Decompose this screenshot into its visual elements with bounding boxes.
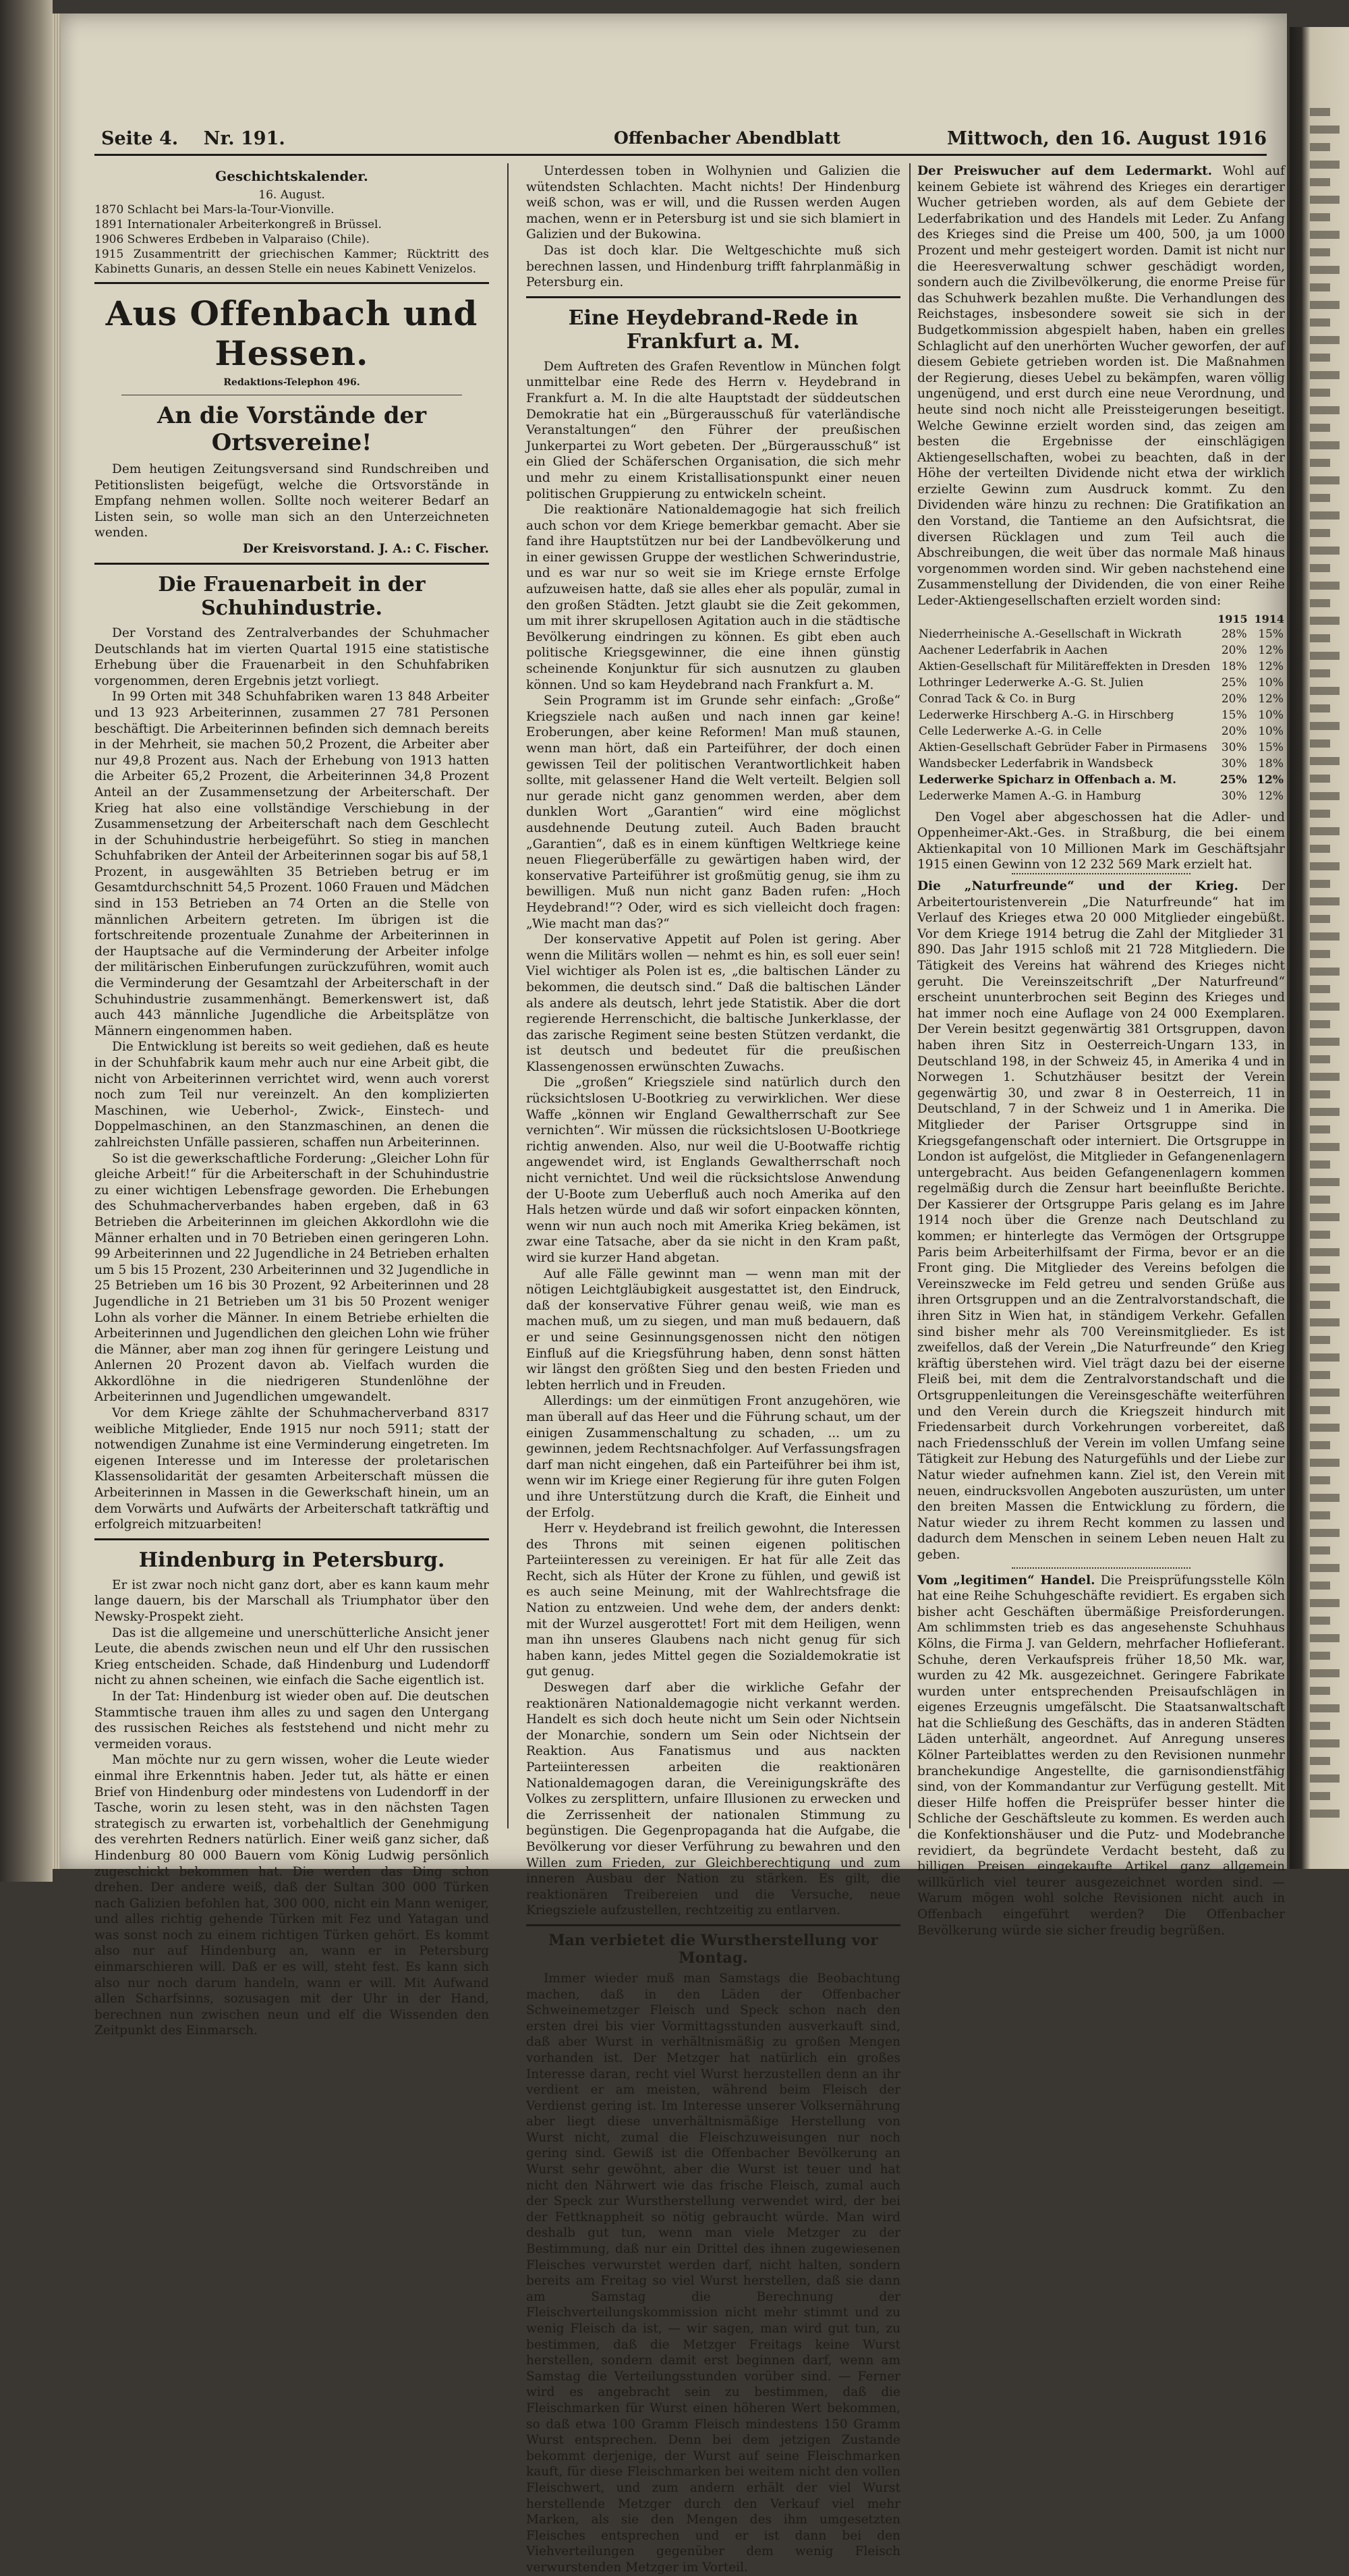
section-title: Aus Offenbach und Hessen. xyxy=(105,293,478,373)
column-3 xyxy=(917,163,1285,1938)
adjacent-page-text-line xyxy=(1310,722,1340,730)
adjacent-page-text-line xyxy=(1310,669,1330,677)
dividend-1915: 25% xyxy=(1219,773,1247,787)
hindenburg-paragraph: Er ist zwar noch nicht ganz dort, aber es kann kaum mehr lange dauern, bis der Marschall als Triumphator über den Newsky-Prospekt zieht. xyxy=(94,1577,489,1624)
adjacent-page-text-line xyxy=(1310,476,1340,484)
frauen-paragraph: In 99 Orten mit 348 Schuhfabriken waren 13 848 Arbeiter und 13 923 Arbeiterinnen, zusammen 27 781 Personen beschäftigt. Die Arbeiterinnen befinden sich demnach bereits in der Mehrheit, sie machen 50,2 Prozent, die Arbeiter aber nur 49,8 Prozent aus. Nach der Erhebung von 1913 hatten die Arbeiter 65,2 Prozent, die Arbeiterinnen 34,8 Prozent Anteil an der Zusammensetzung der Arbeiterschaft. Der Krieg hat also eine vollständige Verschiebung in der Zusammensetzung der Arbeiterschaft nach dem Geschlecht in der Schuhindustrie herbeigeführt. So stieg in manchen Schuhfabriken der Anteil der Arbeiterinnen sogar bis auf 58,1 Prozent, in ausgewählten 35 Betrieben betrug er im Gesamtdurchschnitt 54,5 Prozent. 1060 Frauen und Mädchen sind in 153 Betrieben an 74 Orten an die Stelle von männlichen Arbeitern getreten. Im übrigen ist die fortschreitende prozentuale Zunahme der Arbeiterinnen in der Hauptsache auf die Verminderung der Arbeiter infolge der militärischen Einberufungen zurückzuführen, womit auch die Verminderung der Gesamtzahl der Arbeiterschaft in der Schuhindustrie zusammenhängt. Bemerkenswert ist, daß auch 443 männliche Jugendliche die Arbeitsplätze von Männern eingenommen haben. xyxy=(94,690,489,1038)
table-row xyxy=(917,788,1285,804)
adjacent-page-text-line xyxy=(1310,1389,1340,1397)
adjacent-page-text-line xyxy=(1310,862,1340,870)
divider xyxy=(1012,873,1190,874)
adjacent-page-text-line xyxy=(1310,1231,1330,1239)
adjacent-page-text-line xyxy=(1310,248,1330,256)
adjacent-page-text-line xyxy=(1310,424,1330,432)
adjacent-page-text-line xyxy=(1310,1038,1340,1046)
adjacent-page-text-line xyxy=(1310,1090,1330,1098)
adjacent-page-text-line xyxy=(1310,1669,1340,1677)
adjacent-page-text-line xyxy=(1310,1003,1340,1011)
adjacent-page-text-line xyxy=(1310,1301,1330,1309)
company-name: Niederrheinische A.-Gesellschaft in Wickrath xyxy=(919,627,1182,641)
dividend-1914: 15% xyxy=(1258,627,1284,641)
adjacent-page-text-line xyxy=(1310,371,1340,379)
dividend-1915: 15% xyxy=(1221,708,1247,722)
header-rule xyxy=(94,154,1267,156)
adjacent-page-text-line xyxy=(1310,582,1340,590)
divider xyxy=(94,1538,489,1540)
intro-paragraph: Das ist doch klar. Die Weltgeschichte muß sich berechnen lassen, und Hindenburg trifft fahrplanmäßig in Petersburg ein. xyxy=(526,243,900,290)
adjacent-page-text-line xyxy=(1310,1441,1330,1449)
adjacent-page-text-line xyxy=(1310,1722,1330,1730)
adjacent-page-text-line xyxy=(1310,1055,1330,1063)
adjacent-page-text-line xyxy=(1310,1283,1340,1291)
dividend-1914: 12% xyxy=(1258,789,1284,803)
dividend-1914: 12% xyxy=(1258,643,1284,657)
hindenburg-title: Hindenburg in Petersburg. xyxy=(138,1548,445,1572)
adjacent-page-text-line xyxy=(1310,178,1330,186)
leder-paragraph: Wohl auf keinem Gebiete ist während des Krieges ein derartiger Wucher getrieben worden, als auf dem Gebiete der Lederfabrikation und des Handels mit Leder. Zu Anfang des Krieges sind die Preise um 400, 500, ja um 1000 Prozent und mehr gesteigert worden. Damit ist nicht nur die Heeresverwaltung schwer geschädigt worden, sondern auch die Zivilbevölkerung, die enorme Preise für das Schuhwerk bezahlen mußte. Die Verhandlungen des Reichstages, insbesondere soweit sie sich in der Budgetkommission abgespielt haben, haben ein grelles Schlaglicht auf den unerhörten Wucher geworfen, der auf diesem Gebiete getrieben worden ist. Die Maßnahmen der Regierung, dieses Uebel zu bekämpfen, waren völlig ungenügend, und erst durch eine neue Verordnung, und heute sind noch nicht alle Preissteigerungen beseitigt. Welche Gewinne erzielt worden sind, das zeigen am besten die Ergebnisse der einschlägigen Aktiengesellschaften, wobei zu beachten, daß in der Höhe der verteilten Dividende nicht etwa der wirklich erzielte Gewinn zum Ausdruck kommt. Zu den Dividenden wäre hinzu zu rechnen: Die Gratifikation an den Vorstand, die Tantieme an den Aufsichtsrat, die diversen Rücklagen und zum Teil auch die Abschreibungen, die weit über das normale Maß hinaus vorgenommen worden sind. Wir geben nachstehend eine Zusammenstellung der Dividenden, die von einer Reihe Leder-Aktiengesellschaften erzielt worden sind: xyxy=(917,164,1285,609)
frauen-paragraph: Vor dem Kriege zählte der Schuhmacherverband 8317 weibliche Mitglieder, Ende 1915 nur noch 5911; statt der notwendigen Zunahme ist eine Verminderung eingetreten. Im eigenen Interesse und im Interesse der proletarischen Klassensolidarität der gesamten Arbeiterschaft müssen die Arbeiterinnen in Massen in die Gewerkschaft hinein, um an dem Vorwärts und Aufwärts der Arbeiterschaft tatkräftig und erfolgreich mitzuarbeiten! xyxy=(94,1406,489,1532)
divider xyxy=(526,1924,900,1926)
adjacent-page-text-line xyxy=(1310,617,1340,625)
adjacent-page-text-line xyxy=(1310,1143,1340,1151)
adjacent-page-text-line xyxy=(1310,1792,1330,1800)
table-row xyxy=(917,626,1285,642)
frauen-title: Die Frauenarbeit in der Schuhindustrie. xyxy=(158,572,426,620)
naturfreunde-article xyxy=(917,878,1285,1563)
company-name: Lothringer Lederwerke A.-G. St. Julien xyxy=(919,675,1144,690)
adjacent-page-text-line xyxy=(1310,231,1340,239)
hindenburg-paragraph: Man möchte nur zu gern wissen, woher die Leute wieder einmal ihre Erkenntnis haben. Jeder tut, als hätte er einen Brief von Hindenburg oder mindestens von Ludendorff in der Tasche, worin zu lesen steht, was in den nächsten Tagen strategisch zu erwarten ist, vorbehaltlich der Genehmigung des verehrten Redners natürlich. Einer weiß ganz sicher, daß Hindenburg 80 000 Bauern vom König Ludwig persönlich zugeschickt bekommen hat. Die werden das Ding schon drehen. Der andere weiß, daß der Sultan 300 000 Türken nach Galizien befohlen hat, 300 000, nicht ein Mann weniger, und alles richtig gehende Türken mit Fez und Yatagan und was sonst noch zu einem richtigen Türken gehört. Es kommt also nur auf Hindenburg an, wann er in Petersburg einmarschieren will. Daß er es will, steht fest. Es kann sich also nur noch darum handeln, wann er will. Mit Aufwand allen Scharfsinns, sozusagen mit der Uhr in der Hand, berechnen nun zwischen neun und elf die Wissenden den Zeitpunkt des Einmarsch. xyxy=(94,1753,489,2038)
adjacent-page-text-line xyxy=(1310,687,1340,695)
dividend-1914: 12% xyxy=(1258,692,1284,706)
heydebrand-paragraph: Auf alle Fälle gewinnt man — wenn man mit der nötigen Leichtgläubigkeit ausgestattet ist, den Eindruck, daß der konservative Führer genau weiß, wie man es machen muß, um zu siegen, und man muß bedauern, daß er und seine Gesinnungsgenossen nicht den nötigen Einfluß auf die Kriegsführung haben, denn sonst hätten wir längst den größten Sieg und den besten Frieden und lebten herrlich und in Freuden. xyxy=(526,1266,900,1393)
company-name: Lederwerke Mamen A.-G. in Hamburg xyxy=(919,789,1141,803)
adjacent-page-text-line xyxy=(1310,1371,1330,1379)
intro-paragraph: Unterdessen toben in Wolhynien und Galizien die wütendsten Schlachten. Macht nichts! Der Hindenburg weiß schon, was er will, und die Russen werden Augen machen, wenn er in Petersburg ist und sie sich blamiert in Galizien und der Bukowina. xyxy=(526,164,900,242)
adjacent-page-text-line xyxy=(1310,1020,1330,1028)
column-1 xyxy=(94,163,489,2038)
hindenburg-paragraph: Das ist die allgemeine und unerschütterliche Ansicht jener Leute, die abends zwischen neun und elf Uhr den russischen Krieg entscheiden. Schade, daß Hindenburg und Ludendorff nicht zu ahnen scheinen, wie einfach die Sache eigentlich ist. xyxy=(94,1625,489,1688)
dividend-1914: 10% xyxy=(1258,675,1284,690)
dividend-1915: 28% xyxy=(1221,627,1247,641)
company-name: Lederwerke Hirschberg A.-G. in Hirschberg xyxy=(919,708,1174,722)
section-phone: Redaktions-Telephon 496. xyxy=(223,377,360,388)
history-title: Geschichtskalender. xyxy=(215,168,368,184)
company-name: Aktien-Gesellschaft Gebrüder Faber in Pirmasens xyxy=(919,740,1207,754)
divider xyxy=(94,282,489,284)
company-name: Aktien-Gesellschaft für Militäreffekten in Dresden xyxy=(919,659,1211,673)
adjacent-page-text-line xyxy=(1310,739,1330,748)
table-row xyxy=(917,659,1285,675)
hindenburg-paragraph: In der Tat: Hindenburg ist wieder oben auf. Die deutschen Stammtische trauen ihm alles zu und sagen den Untergang des russischen Reiches als feststehend und nicht mehr zu vermeiden voraus. xyxy=(94,1689,489,1752)
divider xyxy=(1012,1567,1190,1569)
adjacent-page-text-line xyxy=(1310,1581,1330,1590)
adjacent-page-text-line xyxy=(1310,1336,1330,1344)
book-binding xyxy=(0,0,53,1882)
adjacent-page-text-line xyxy=(1310,1511,1330,1519)
adjacent-page-text-line xyxy=(1310,950,1330,958)
adjacent-page-text-line xyxy=(1310,1266,1330,1274)
adjacent-page-text-line xyxy=(1310,1073,1340,1081)
vorstaende-text: Dem heutigen Zeitungsversand sind Rundschreiben und Petitionslisten beigefügt, welche die Ortsvorstände in Empfang nehmen wollen. Sollte noch weiterer Bedarf an Listen sein, so wolle man sich an den Unterzeichneten wenden. xyxy=(94,462,489,540)
adjacent-page-text-line xyxy=(1310,283,1330,291)
adjacent-page-text-line xyxy=(1310,1617,1330,1625)
table-row xyxy=(917,756,1285,772)
adjacent-page-text-line xyxy=(1310,1494,1340,1502)
adjacent-page-text-line xyxy=(1310,1160,1330,1169)
table-row xyxy=(917,723,1285,739)
adjacent-page-text-line xyxy=(1310,1599,1340,1607)
heydebrand-paragraph: Der konservative Appetit auf Polen ist gering. Aber wenn die Militärs wollen — nehmt es hin, es soll euer sein! Viel wichtiger als Polen ist es, „die baltischen Länder zu bekommen, die deutsch sind.“ Daß die baltischen Länder als andere als deutsch, lehrt jede Statistik. Aber die dort regierende Herrenschicht, die baltische Junkerklasse, der das zarische Regiment seine besten Stützen verdankt, die ist deutsch und bedeutet für die preußischen Klassengenossen erwünschten Zuwachs. xyxy=(526,932,900,1074)
heydebrand-paragraph: Die reaktionäre Nationaldemagogie hat sich freilich auch schon vor dem Kriege bemerkbar gemacht. Aber sie fand ihre Hauptstützen nur bei der Landbevölkerung und in einer gewissen Gruppe der westlichen Schwerindustrie, und es war nur so weit sie im Kriege ernste Erfolge aufzuweisen hatte, daß sie alles eher als populär, zumal in den großen Städten. Jetzt glaubt sie die Zeit gekommen, um mit ihrer skrupellosen Agitation auch in die städtische Bevölkerung eindringen zu können. Es gibt eben auch politische Kriegsgewinner, die eine ihnen günstig scheinende Konjunktur für sich ausnutzen zu glauben können. Und so kam Heydebrand nach Frankfurt a. M. xyxy=(526,503,900,692)
adjacent-page-text-line xyxy=(1310,932,1340,941)
dividend-1915: 25% xyxy=(1221,675,1247,690)
page-number-label xyxy=(101,128,285,149)
leder-heading: Der Preiswucher auf dem Ledermarkt. xyxy=(917,164,1213,178)
adjacent-page-edge xyxy=(1290,27,1349,1869)
dividend-table xyxy=(917,612,1285,804)
heydebrand-paragraph: Allerdings: um der einmütigen Front anzugehören, wie man überall auf das Heer und die Führung schaut, um der einigen Zusammenschaltung zu schaden, ... um zu gewinnen, jedem Rechtsnachfolger. Auf Verfassungsfragen darf man nicht eingehen, daß ein Parteiführer bei ihm ist, wenn wir im Kriege einer Regierung für ihre guten Folgen und ihre Unterstützung durch die Kraft, die Einheit und der Erfolg. xyxy=(526,1394,900,1520)
company-name: Celle Lederwerke A.-G. in Celle xyxy=(919,724,1102,738)
adjacent-page-text-line xyxy=(1310,301,1340,309)
table-header-row xyxy=(917,612,1285,626)
adjacent-page-text-line xyxy=(1310,547,1340,555)
naturfreunde-paragraph: Der Arbeitertouristenverein „Die Naturfreunde“ hat im Verlauf des Krieges etwa 20 000 Mitglieder eingebüßt. Vor dem Kriege 1914 betrug die Zahl der Mitglieder 31 890. Das Jahr 1915 schloß mit 21 728 Mitgliedern. Die Tätigkeit des Vereins hat während des Krieges nicht geruht. Die Vereinszeitschrift „Der Naturfreund“ erscheint ununterbrochen seit Beginn des Krieges und hat immer noch eine Auflage von 24 000 Exemplaren. Der Verein besitzt gegenwärtig 381 Ortsgruppen, davon haben ihren Sitz in Oesterreich-Ungarn 133, in Deutschland 198, in der Schweiz 45, in Amerika 4 und in Norwegen 1. Schutzhäuser besitzt der Verein gegenwärtig 30, und zwar 8 in Oesterreich, 11 in Deutschland, 7 in der Schweiz und 1 in Amerika. Die Mitglieder der Pariser Ortsgruppe sind in Kriegsgefangenschaft oder interniert. Die Ortsgruppe in London ist aufgelöst, die Mitglieder in Gefangenenlagern untergebracht. Aus beiden Gefangenenlagern kommen regelmäßig durch die Zensur hart beeinflußte Berichte. Der Kassierer der Ortsgruppe Paris gelang es im Jahre 1914 noch über die Grenze nach Deutschland zu kommen; er hinterlegte das Vermögen der Ortsgruppe Paris beim Arbeiterhilfsamt der Firma, bevor er an die Front ging. Die Mitglieder des Vereins befolgen die Vereinszwecke im Feld getreu und senden Grüße aus ihren Ortsgruppen und an die Zentralvorstandschaft, die ihren Sitz in Wien hat, in ständigem Verkehr. Gefallen sind bisher mehr als 700 Vereinsmitglieder. Es ist zweifellos, daß der Verein „Die Naturfreunde“ den Krieg kräftig überstehen wird. Viel trägt dazu bei der eiserne Fleiß bei, mit dem die Zentralvorstandschaft und die Ortsgruppenleitungen die Vereinsgeschäfte weiterführen und den Verein durch die Kriegszeit hindurch mit Friedensarbeit durch Vorkehrungen vorbereitet, daß nach Friedensschluß der Verein im vollen Umfang seine Tätigkeit zur Hebung des Naturgefühls und der Liebe zur Natur wieder aufnehmen kann. Ziel ist, den Verein mit neuen, eindrucksvollen Angeboten auszurüsten, um unter den breiten Massen die Entwicklung zu fördern, die Natur wieder zu ihrem Recht kommen zu lassen und dadurch dem Menschen in seinem Leben neuen Halt zu geben. xyxy=(917,879,1285,1562)
divider xyxy=(526,296,900,298)
dividend-1915: 18% xyxy=(1221,659,1247,673)
company-name: Wandsbecker Lederfabrik in Wandsbeck xyxy=(919,756,1153,771)
adjacent-page-text-line xyxy=(1310,599,1330,607)
adjacent-page-text-line xyxy=(1310,161,1340,169)
vorstaende-signature: Der Kreisvorstand. J. A.: C. Fischer. xyxy=(242,541,489,556)
page-label: Seite 4. xyxy=(101,128,179,149)
divider xyxy=(94,563,489,565)
dividend-1915: 30% xyxy=(1221,756,1247,771)
adjacent-page-text-line xyxy=(1310,1476,1330,1484)
dividend-1914: 12% xyxy=(1257,773,1284,787)
adjacent-page-text-line xyxy=(1310,494,1330,502)
heydebrand-paragraph: Herr v. Heydebrand ist freilich gewohnt, die Interessen des Throns mit seinen eigenen politischen Parteiinteressen zu vereinigen. Er hat für alle Zeit das Recht, sich als Hüter der Krone zu fühlen, und gewiß ist es auch seine Meinung, mit der Wahlrechtsfrage die Nation zu entzweien. Und wehe dem, der anders denkt: mit der Wurzel ausgerottet! Fort mit dem Heiligen, wenn man ihn unseres Glaubens nach nicht genug für sich haben kann, jedes Mittel gegen die Sozialdemokratie ist gut genug. xyxy=(526,1521,900,1679)
history-entry: 1870 Schlacht bei Mars-la-Tour-Vionville. xyxy=(94,203,335,217)
adjacent-page-text-line xyxy=(1310,775,1330,783)
adjacent-page-text-line xyxy=(1310,1424,1340,1432)
heydebrand-paragraph: Deswegen darf aber die wirkliche Gefahr der reaktionären Nationaldemagogie nicht verkannt werden. Handelt es sich doch heute nicht um Sein oder Nichtsein der Monarchie, sondern um Sein oder Nichtsein der Reaktion. Aus Fanatismus und aus nackten Parteiinteressen arbeiten die reaktionären Nationaldemagogen daran, die Vereinigungskräfte des Volkes zu zersplittern, unfaire Illusionen zu erwecken und die Zerrissenheit der nationalen Stimmung zu begünstigen. Die Gegenpropaganda hat die Aufgabe, die Bevölkerung vor dieser Verführung zu bewahren und den Willen zum Frieden, zur Gleichberechtigung und zum inneren Ausbau der Nation zu stärken. Es gilt, die reaktionären Treibereien und die Versuche, neue Kriegsziele aufzustellen, rechtzeitig zu entlarven. xyxy=(526,1681,900,1918)
adjacent-page-text-line xyxy=(1310,1248,1340,1256)
handel-heading: Vom „legitimen“ Handel. xyxy=(917,1573,1095,1588)
adjacent-page-text-line xyxy=(1310,1739,1340,1747)
page-header xyxy=(101,128,1267,155)
adjacent-page-text-line xyxy=(1310,827,1340,835)
adjacent-page-text-line xyxy=(1310,1757,1330,1765)
heydebrand-paragraph: Sein Programm ist im Grunde sehr einfach: „Große“ Kriegsziele nach außen und nach innen gar keine! Eroberungen, aber keine Reformen! Man muß staunen, wenn man hört, daß ein Parteiführer, der doch einen gewissen Teil der politischen Verantwortlichkeit haben sollte, mit gelassener Hand die Welt verteilt. Belgien soll nur gerade nicht ganz genommen werden, aber dem dunklen Wort „Garantien“ wird eine möglichst ausdehnende Deutung zuteil. Auch Baden braucht „Garantien“, daß es in einem künftigen Weltkriege keine neuen Fliegerüberfälle zu gewärtigen haben wird, der konservative Parteiführer ist großmütig genug, sie ihm zu bewilligen. Muß nun nicht ganz Baden rufen: „Hoch Heydebrand!“? Oder, wird es sich vielleicht doch fragen: „Wie macht man das?“ xyxy=(526,694,900,931)
adjacent-page-text-line xyxy=(1310,1178,1340,1186)
dividend-1915: 30% xyxy=(1221,740,1247,754)
adjacent-page-text-line xyxy=(1310,792,1340,800)
adjacent-page-text-line xyxy=(1310,845,1330,853)
column-divider-2 xyxy=(909,163,911,1828)
heydebrand-paragraph: Die „großen“ Kriegsziele sind natürlich durch den rücksichtslosen U-Bootkrieg zu verwirklichen. Wer diese Waffe „können wir England Gewaltherrschaft zur See vernichten“. Wir müssen die rücksichtslosen U-Bootkriege richtig anwenden. Also, nur weil die U-Bootwaffe richtig angewendet wird, ist Englands Gewaltherrschaft noch nicht vernichtet. Und weil die rücksichtslose Anwendung der U-Boote zum Ueberfluß auch noch Amerika auf den Hals hetzen würde und daß wir sofort einpacken könnten, wenn wir nun auch noch mit Amerika Krieg bekämen, ist zwar eine Tatsache, aber da sie nicht in den Kram paßt, wird sie kurzer Hand abgetan. xyxy=(526,1075,900,1265)
adjacent-page-text-line xyxy=(1310,968,1340,976)
dividend-1914: 18% xyxy=(1258,756,1284,771)
adjacent-page-text-line xyxy=(1310,1546,1330,1555)
adjacent-page-text-line xyxy=(1310,564,1330,572)
adjacent-page-text-line xyxy=(1310,336,1340,344)
wurst-paragraph: Immer wieder muß man Samstags die Beobachtung machen, daß in den Läden der Offenbacher Schweinemetzger Fleisch und Speck schon nach den ersten drei bis vier Vormittagsstunden ausverkauft sind, daß aber Wurst in verhältnismäßig zu großen Mengen vorhanden ist. Der Metzger hat natürlich ein großes Interesse daran, recht viel Wurst herzustellen denn an ihr verdient er am meisten, während beim Fleisch der Verdienst gering ist. Im Interesse unserer Volksernährung aber liegt diese unverhältnismäßige Herstellung von Wurst nicht, zumal die Fleischzuweisungen nur noch gering sind. Gewiß ist die Offenbacher Bevölkerung an Wurst sehr gewöhnt, aber die Wurst ist teuer und hat nicht den Nährwert wie das frische Fleisch, zumal auch der Speck zur Wurstherstellung verwendet wird, der bei der Fettknappheit so nötig gebraucht würde. Man wird deshalb gut tun, wenn man viele Metzger zu der Bestimmung, daß nur ein Drittel des ihnen zugewiesenen Fleisches verwurstet werden darf, nicht halten, sondern bereits am Freitag so viel Wurst herstellen, daß sie dann am Samstag die Berechnung der Fleischverteilungskommission nicht mehr stimmt und zu wenig Fleisch da ist, — wir sagen, man wird gut tun, zu bestimmen, daß die Metzger Freitags keine Wurst herstellen, sondern damit erst beginnen darf, wenn am Samstag die Verteilungsstunden vorüber sind. — Ferner wird es angebracht sein zu bestimmen, daß die Fleischmarken für Wurst einen höheren Wert bekommen, so daß etwa 100 Gramm Fleisch mindestens 150 Gramm Wurst entsprechen. Denn bei dem jetzigen Zustande bekommt derjenige, der Wurst auf seine Fleischmarken kauft, für diese Fleischmarken bei weitem nicht den vollen Fleischwert, und zum andern erhält der viel Wurst herstellende Metzger durch den Verkauf viel mehr Marken, als sie den Mengen des ihm umgesetzten Fleisches entsprechen und er ist dann bei den Viehverteilungen gegenüber dem wenig Fleisch verwurstenden Metzger im Vorteil. xyxy=(526,1971,900,2575)
history-entry: 1915 Zusammentritt der griechischen Kammer; Rücktritt des Kabinetts Gunaris, an dessen Stelle ein neues Kabinett Venizelos. xyxy=(94,248,489,276)
adjacent-page-text-line xyxy=(1310,1108,1340,1116)
table-header xyxy=(917,612,1211,626)
dividend-1915: 20% xyxy=(1221,724,1247,738)
dividend-1915: 30% xyxy=(1221,789,1247,803)
table-row xyxy=(917,739,1285,756)
history-entry: 1891 Internationaler Arbeiterkongreß in Brüssel. xyxy=(94,218,382,231)
history-date: 16. August. xyxy=(258,188,325,202)
adjacent-page-text-line xyxy=(1310,1687,1330,1695)
adjacent-page-text-line xyxy=(1310,1196,1330,1204)
table-row xyxy=(917,707,1285,723)
adjacent-page-text-line xyxy=(1310,634,1330,642)
adjacent-page-text-line xyxy=(1310,459,1330,467)
page-stack-edge xyxy=(53,13,61,1869)
dividend-table-body xyxy=(917,626,1285,804)
adjacent-page-text-line xyxy=(1310,511,1340,520)
frauen-paragraph: Der Vorstand des Zentralverbandes der Schuhmacher Deutschlands hat im vierten Quartal 1915 eine statistische Erhebung über die Frauenarbeit in den Schuhfabriken vorgenommen, deren Ergebnis jetzt vorliegt. xyxy=(94,625,489,688)
adjacent-page-text-line xyxy=(1310,1213,1340,1221)
column-2 xyxy=(526,163,900,2575)
issue-date: Mittwoch, den 16. August 1916 xyxy=(947,128,1267,149)
table-row xyxy=(917,772,1285,788)
table-row xyxy=(917,675,1285,691)
adjacent-page-text-line xyxy=(1310,406,1340,414)
adjacent-page-text-line xyxy=(1310,1704,1340,1712)
column-divider-1 xyxy=(507,163,509,1828)
adjacent-page-text-line xyxy=(1310,213,1330,221)
frauen-paragraph: Die Entwicklung ist bereits so weit gediehen, daß es heute in der Schuhfabrik kaum mehr auch nur eine Arbeit gibt, die nicht von Arbeiterinnen verrichtet wird, wenn auch vorerst noch zum Teil nur vereinzelt. An den komplizierten Maschinen, wie Ueberhol-, Zwick-, Einstech- und Doppelmaschinen, an den Stanzmaschinen, an denen die zahlreichsten Unfälle passieren, schaffen nun Arbeiterinnen. xyxy=(94,1040,489,1150)
newspaper-page xyxy=(61,13,1287,2575)
adjacent-page-text-line xyxy=(1310,529,1330,537)
company-name: Conrad Tack & Co. in Burg xyxy=(919,692,1076,706)
adjacent-page-text-line xyxy=(1310,266,1340,274)
adjacent-page-text-line xyxy=(1310,652,1340,660)
leder-after: Den Vogel aber abgeschossen hat die Adler- und Oppenheimer-Akt.-Ges. in Straßburg, die bei einem Aktienkapital von 10 Millionen Mark im Geschäftsjahr 1915 einen Gewinn von 12 232 569 Mark erzielt hat. xyxy=(917,810,1285,872)
handel-article xyxy=(917,1573,1285,1939)
table-row xyxy=(917,691,1285,707)
paper-name: Offenbacher Abendblatt xyxy=(614,128,840,148)
adjacent-page-text-line xyxy=(1310,1774,1340,1783)
adjacent-page-text-line xyxy=(1310,704,1330,712)
adjacent-page-text-line xyxy=(1310,1353,1340,1362)
adjacent-page-text-line xyxy=(1310,1634,1340,1642)
adjacent-page-text-line xyxy=(1310,897,1340,905)
adjacent-page-text-line xyxy=(1310,757,1340,765)
dividend-1914: 10% xyxy=(1258,724,1284,738)
adjacent-page-text-line xyxy=(1310,1529,1340,1537)
adjacent-page-text-line xyxy=(1310,985,1330,993)
company-name: Aachener Lederfabrik in Aachen xyxy=(919,643,1108,657)
adjacent-page-text-line xyxy=(1310,915,1330,923)
adjacent-page-text-line xyxy=(1310,318,1330,327)
adjacent-page-text-line xyxy=(1310,1125,1330,1133)
adjacent-page-text-line xyxy=(1310,810,1330,818)
adjacent-page-text-line xyxy=(1310,354,1330,362)
adjacent-page-text-line xyxy=(1310,1459,1340,1467)
dividend-1914: 10% xyxy=(1258,708,1284,722)
adjacent-page-text-line xyxy=(1310,125,1340,134)
history-calendar xyxy=(94,169,489,277)
leder-title xyxy=(917,163,1285,609)
handel-paragraph: Die Preisprüfungsstelle Köln hat eine Reihe Schuhgeschäfte revidiert. Es ergaben sich bisher acht Geschäften übermäßige Preisforderungen. Am schlimmsten trieb es das angesehenste Schuhhaus Kölns, die Firma J. van Geldern, mehrfacher Hoflieferant. Schuhe, deren Verkaufspreis früher 18,50 Mk. war, wurden zu 42 Mk. ausgezeichnet. Geringere Fabrikate wurden unter entsprechenden Preisaufschlägen in eigenes Erzeugnis umgefälscht. Die Staatsanwaltschaft hat die Schließung des Geschäfts, das in anderen Städten Läden unterhält, angeordnet. Auf Anregung unseres Kölner Parteiblattes werden zu den Revisionen nunmehr branchekundige Angestellte, die garnisondienstfähig sind, von der Kommandantur zur Verfügung gestellt. Mit dieser Hilfe hoffen die Preisprüfer besser hinter die Schliche der Geschäftsleute zu kommen. Es werden auch die Konfektionshäuser und die Putz- und Modebranche revidiert, da begründete Verdacht besteht, daß zu billigen Preisen eingekaufte Artikel ganz allgemein willkürlich viel teurer ausgezeichnet worden sind. — Warum mögen wohl solche Revisionen nicht auch in Offenbach eingeführt werden? Die Offenbacher Bevölkerung würde sie sicher freudig begrüßen. xyxy=(917,1573,1285,1938)
adjacent-page-text-line xyxy=(1310,441,1340,449)
heydebrand-paragraph: Dem Auftreten des Grafen Reventlow in München folgt unmittelbar eine Rede des Herrn v. Heydebrand in Frankfurt a. M. In die alte Hauptstadt der süddeutschen Demokratie hat ein „Bürgerausschuß für vaterländische Veranstaltungen“ den Führer der preußischen Junkerpartei zu Wort gebeten. Der „Bürgerausschuß“ ist ein Glied der Schäferschen Organisation, die sich mehr und mehr zu einem Kristallisationspunkt einer neuen politischen Gruppierung zu entwickeln scheint. xyxy=(526,359,900,501)
adjacent-page-text-line xyxy=(1310,880,1330,888)
frauen-paragraph: So ist die gewerkschaftliche Forderung: „Gleicher Lohn für gleiche Arbeit!“ für die Arbeiterschaft in der Schuhindustrie zu einer wichtigen Lebensfrage geworden. Die Erhebungen des Schuhmacherverbandes haben ergeben, daß in 63 Betrieben die Arbeiterinnen im gleichen Akkordlohn wie die Männer erhalten und in 70 Betrieben einen geringeren Lohn. 99 Arbeiterinnen und 22 Jugendliche in 24 Betrieben erhalten um 5 bis 15 Prozent, 230 Arbeiterinnen und 32 Jugendliche in 25 Betrieben um 16 bis 30 Prozent, 92 Arbeiterinnen und 28 Jugendliche in 21 Betrieben um 31 bis 50 Prozent weniger Lohn als vorher die Männer. In einem Betriebe erhielten die Arbeiterinnen und Jugendlichen den gleichen Lohn wie früher die Männer, aber man zog ihnen für geringere Leistung und Anlernen 20 Prozent davon ab. Vielfach wurden die Akkordlöhne in die niedrigeren Stundenlöhne der Arbeiterinnen und Jugendlichen umgewandelt. xyxy=(94,1151,489,1405)
table-header: 1915 xyxy=(1217,612,1248,625)
adjacent-page-text-line xyxy=(1310,143,1330,151)
adjacent-page-text-line xyxy=(1310,108,1330,116)
issue-number: Nr. 191. xyxy=(203,128,285,149)
dividend-1914: 12% xyxy=(1258,659,1284,673)
table-row xyxy=(917,642,1285,659)
vorstaende-title: An die Vorstände der Ortsvereine! xyxy=(156,402,427,456)
adjacent-page-text-line xyxy=(1310,1564,1340,1572)
adjacent-page-text-line xyxy=(1310,1318,1340,1326)
adjacent-page-text-line xyxy=(1310,1652,1330,1660)
dividend-1914: 15% xyxy=(1258,740,1284,754)
heydebrand-title: Eine Heydebrand-Rede in Frankfurt a. M. xyxy=(568,306,859,354)
history-entry: 1906 Schweres Erdbeben in Valparaiso (Chile). xyxy=(94,233,370,246)
dividend-1915: 20% xyxy=(1221,643,1247,657)
company-name: Lederwerke Spicharz in Offenbach a. M. xyxy=(919,773,1177,787)
naturfreunde-heading: Die „Naturfreunde“ und der Krieg. xyxy=(917,879,1238,893)
adjacent-page-text-line xyxy=(1310,1810,1340,1818)
dividend-1915: 20% xyxy=(1221,692,1247,706)
adjacent-page-text-line xyxy=(1310,389,1330,397)
table-header: 1914 xyxy=(1254,612,1284,625)
adjacent-page-text-line xyxy=(1310,1406,1330,1414)
adjacent-page-text-line xyxy=(1310,196,1340,204)
wurst-title: Man verbietet die Wurstherstellung vor Montag. xyxy=(548,1931,878,1967)
